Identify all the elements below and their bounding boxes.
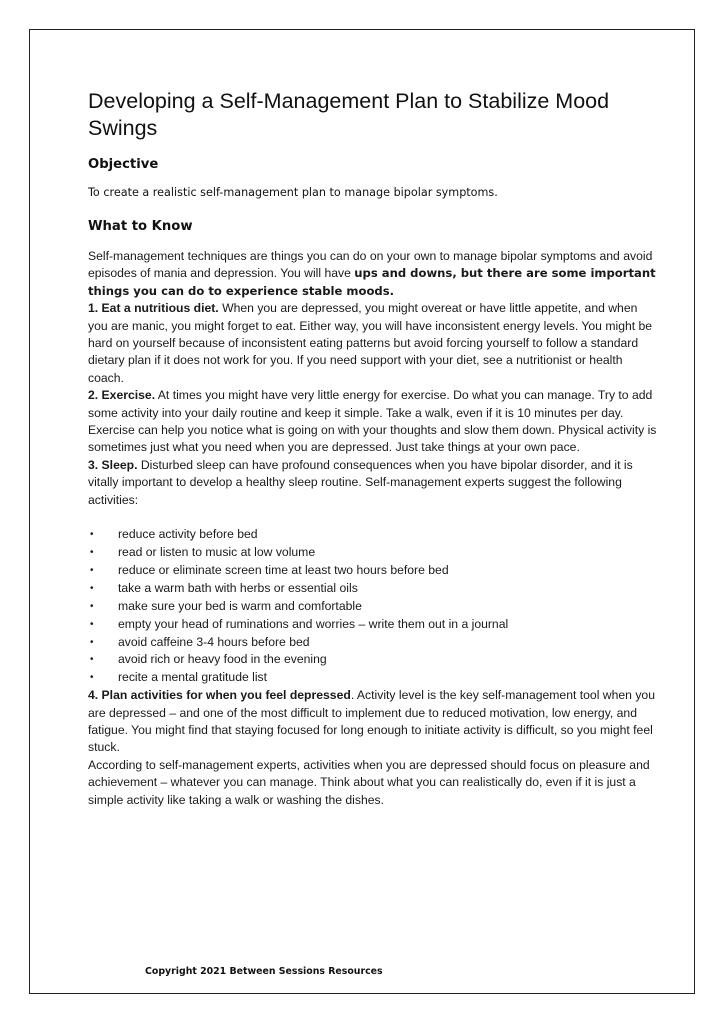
document-title: Developing a Self-Management Plan to Stabilize Mood Swings [88, 89, 610, 140]
section-plan-activities [88, 687, 660, 757]
list-item [88, 580, 660, 598]
list-item-text: empty your head of ruminations and worries – write them out in a journal [118, 616, 509, 631]
list-item [88, 634, 660, 652]
section-plan-activities-heading: 4. Plan activities for when you feel depressed [88, 688, 351, 703]
copyright-footer: Copyright 2021 Between Sessions Resources [145, 966, 383, 977]
section-sleep-text: Disturbed sleep can have profound consequences when you have bipolar disorder, and it is vitally important to develop a healthy sleep routine. Self-management experts suggest the following activities: [88, 457, 633, 507]
section-sleep [88, 457, 660, 509]
list-item-text: avoid rich or heavy food in the evening [118, 652, 327, 667]
list-item-text: reduce or eliminate screen time at least two hours before bed [118, 562, 449, 577]
section-diet [88, 300, 660, 387]
bullet-icon: • [90, 564, 94, 576]
objective-heading: Objective [88, 157, 159, 172]
bullet-icon: • [90, 547, 94, 558]
section-exercise-heading: 2. Exercise. [88, 388, 156, 403]
list-item [88, 562, 660, 580]
section-diet-heading: 1. Eat a nutritious diet. [88, 301, 219, 316]
list-item-text: make sure your bed is warm and comfortable [118, 598, 362, 613]
bullet-icon: • [90, 654, 94, 666]
intro-emphasis: ups and downs, but there are some important things you can do to experience stable moods. [88, 266, 656, 298]
intro-paragraph [88, 248, 660, 300]
list-item [88, 651, 660, 669]
list-item [88, 616, 660, 634]
list-item [88, 526, 660, 544]
list-item [88, 669, 660, 687]
bullet-icon: • [90, 618, 94, 630]
what-to-know-heading: What to Know [88, 219, 193, 234]
bullet-icon: • [90, 672, 94, 684]
closing-paragraph: According to self-management experts, activities when you are depressed should focus on pleasure and achievement – whatever you can manage. Think about what you can realistically do, even if it is just a simple activity like taking a walk or washing the dishes. [88, 757, 650, 807]
section-exercise [88, 387, 660, 457]
intro-text: Self-management techniques are things you can do on your own to manage bipolar symptoms and avoid episodes of mania and depression. You will have [88, 249, 653, 281]
section-diet-text: When you are depressed, you might overeat or have little appetite, and when you are manic, you might forget to eat. Either way, you will have inconsistent energy levels. You might be hard on yourself because of inconsistent eating patterns but avoid forcing yourself to follow a standard dietary plan if it does not work for you. If you need support with your diet, see a nutritionist or health coach. [88, 301, 653, 385]
bullet-icon: • [90, 636, 94, 648]
sleep-activities-list [88, 526, 660, 687]
list-item-text: take a warm bath with herbs or essential oils [118, 580, 358, 595]
section-plan-activities-text: . Activity level is the key self-management tool when you are depressed – and one of the most difficult to implement due to reduced motivation, low energy, and fatigue. You might find that staying focused for long enough to initiate activity is difficult, so you might feel stuck. [88, 688, 655, 755]
list-item [88, 598, 660, 616]
bullet-icon: • [90, 582, 94, 594]
list-item [88, 544, 660, 562]
bullet-icon: • [90, 600, 94, 612]
list-item-text: read or listen to music at low volume [118, 545, 316, 559]
section-sleep-heading: 3. Sleep. [88, 457, 138, 472]
list-item-text: avoid caffeine 3-4 hours before bed [118, 634, 310, 649]
objective-text: To create a realistic self-management plan to manage bipolar symptoms. [88, 186, 498, 199]
section-exercise-text: At times you might have very little energy for exercise. Do what you can manage. Try to add some activity into your daily routine and keep it simple. Take a walk, even if it is 10 minutes per day. Exercise can help you notice what is going on with your thoughts and slow them down. Physical activity is sometimes just what you need when you are depressed. Just take things at your own pace. [88, 388, 657, 455]
document-body [88, 88, 660, 809]
bullet-icon: • [90, 529, 94, 541]
list-item-text: reduce activity before bed [118, 527, 258, 542]
list-item-text: recite a mental gratitude list [118, 670, 268, 685]
